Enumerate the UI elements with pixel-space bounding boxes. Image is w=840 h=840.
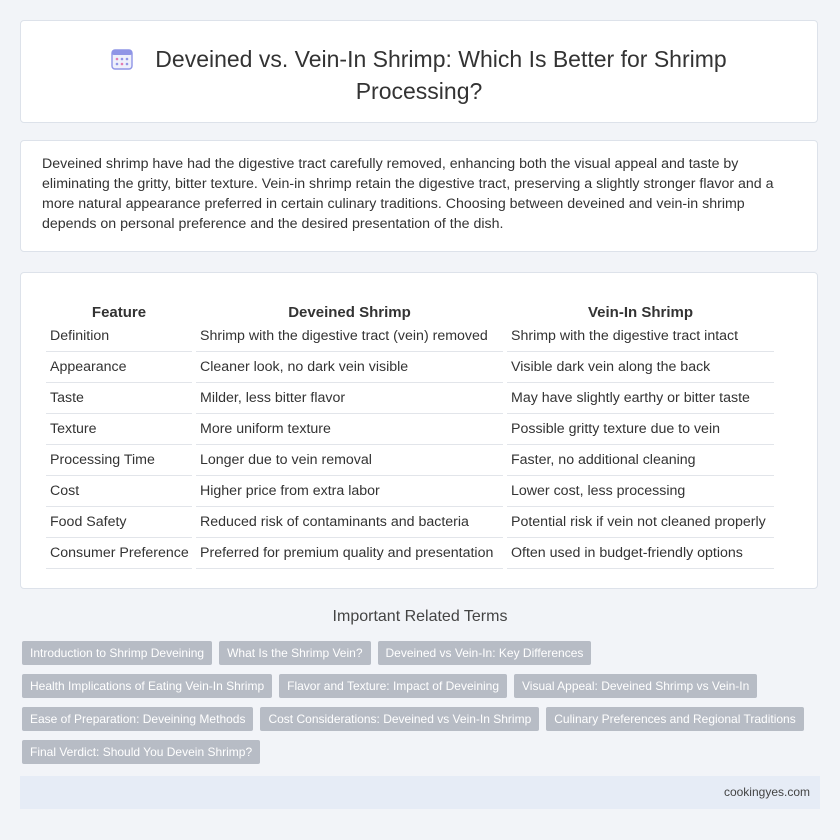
table-row [46, 383, 774, 414]
related-term-tag[interactable]: Flavor and Texture: Impact of Deveining [279, 674, 507, 698]
header-vein-in: Vein-In Shrimp [587, 304, 693, 321]
title-line-1: Deveined vs. Vein-In Shrimp: Which Is Better for Shrimp [155, 46, 727, 72]
related-term-tag[interactable]: What Is the Shrimp Vein? [219, 641, 370, 665]
comparison-card [20, 272, 818, 589]
header-feature: Feature [91, 304, 147, 321]
footer [20, 776, 820, 809]
related-terms-title: Important Related Terms [332, 608, 508, 625]
feature-cell: Taste [46, 383, 192, 414]
feature-cell: Texture [46, 414, 192, 445]
table-row [46, 445, 774, 476]
related-term-tag[interactable]: Deveined vs Vein-In: Key Differences [378, 641, 592, 665]
feature-cell: Processing Time [46, 445, 192, 476]
feature-cell: Cost [46, 476, 192, 507]
deveined-cell: Shrimp with the digestive tract (vein) removed [196, 321, 503, 352]
deveined-cell: Milder, less bitter flavor [196, 383, 503, 414]
table-row [46, 538, 774, 569]
feature-cell: Appearance [46, 352, 192, 383]
tag-row [22, 674, 812, 698]
table-row [46, 476, 774, 507]
title-line-2: Processing? [355, 78, 483, 104]
deveined-cell: Reduced risk of contaminants and bacteria [196, 507, 503, 538]
header-deveined: Deveined Shrimp [288, 304, 411, 321]
tag-row [22, 707, 812, 731]
table-row [46, 321, 774, 352]
deveined-cell: Preferred for premium quality and presentation [196, 538, 503, 569]
table-row [46, 507, 774, 538]
feature-cell: Definition [46, 321, 192, 352]
table-row [46, 414, 774, 445]
vein-in-cell: May have slightly earthy or bitter taste [507, 383, 774, 414]
tag-row [22, 641, 812, 665]
vein-in-cell: Possible gritty texture due to vein [507, 414, 774, 445]
vein-in-cell: Visible dark vein along the back [507, 352, 774, 383]
footer-site-link[interactable]: cookingyes.com [723, 785, 810, 799]
related-term-tag[interactable]: Visual Appeal: Deveined Shrimp vs Vein-In [514, 674, 757, 698]
table-header-row [46, 295, 774, 321]
related-term-tag[interactable]: Ease of Preparation: Deveining Methods [22, 707, 253, 731]
related-term-tag[interactable]: Final Verdict: Should You Devein Shrimp? [22, 740, 260, 764]
related-term-tag[interactable]: Health Implications of Eating Vein-In Shrimp [22, 674, 272, 698]
deveined-cell: Longer due to vein removal [196, 445, 503, 476]
tag-row [22, 740, 812, 764]
vein-in-cell: Faster, no additional cleaning [507, 445, 774, 476]
comparison-table [42, 295, 778, 569]
deveined-cell: More uniform texture [196, 414, 503, 445]
header-card [20, 20, 818, 123]
intro-card [20, 140, 818, 252]
calendar-icon [111, 48, 133, 77]
related-term-tag[interactable]: Introduction to Shrimp Deveining [22, 641, 212, 665]
page-title [21, 45, 817, 106]
feature-cell: Consumer Preference [46, 538, 192, 569]
vein-in-cell: Often used in budget-friendly options [507, 538, 774, 569]
vein-in-cell: Potential risk if vein not cleaned properly [507, 507, 774, 538]
related-term-tag[interactable]: Cost Considerations: Deveined vs Vein-In Shrimp [260, 707, 539, 731]
related-term-tag[interactable]: Culinary Preferences and Regional Traditions [546, 707, 803, 731]
feature-cell: Food Safety [46, 507, 192, 538]
intro-text: Deveined shrimp have had the digestive tract carefully removed, enhancing both the visual appeal and taste by eliminating the gritty, bitter texture. Vein-in shrimp retain the digestive tract, preserving a slightly stronger flavor and a more natural appearance preferred in certain culinary traditions. Choosing between deveined and vein-in shrimp depends on personal preference and the desired presentation of the dish. [42, 156, 774, 232]
deveined-cell: Higher price from extra labor [196, 476, 503, 507]
vein-in-cell: Lower cost, less processing [507, 476, 774, 507]
table-row [46, 352, 774, 383]
related-terms-tags [22, 641, 812, 773]
vein-in-cell: Shrimp with the digestive tract intact [507, 321, 774, 352]
deveined-cell: Cleaner look, no dark vein visible [196, 352, 503, 383]
